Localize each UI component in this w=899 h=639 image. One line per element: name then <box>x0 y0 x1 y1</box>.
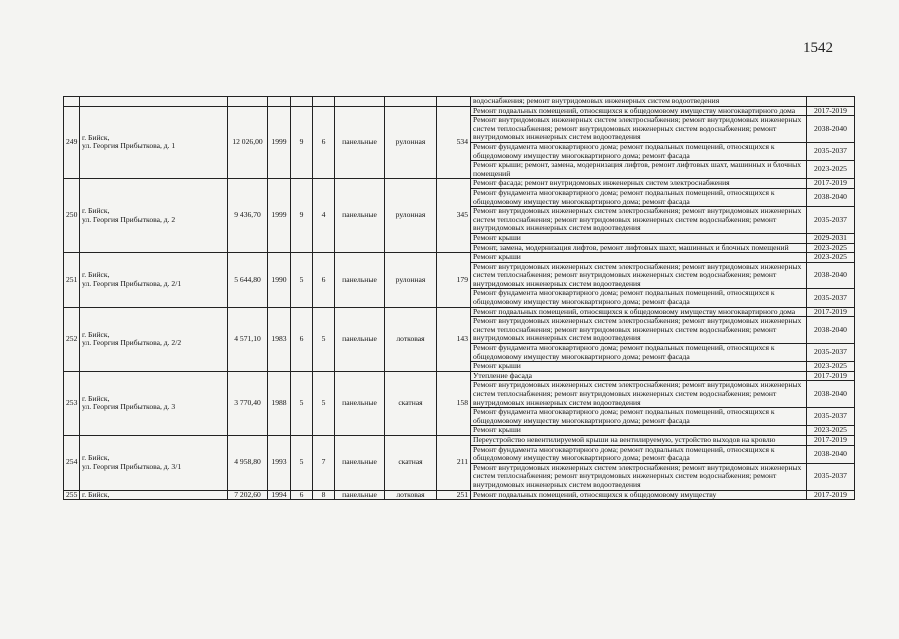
work-cell: Ремонт внутридомовых инженерных систем электроснабжения; ремонт внутридомовых инженерных систем теплоснабжения; ремонт внутридомовых инженерных систем водоснабжения; ремонт внутридомовых инженерных систем водоотведения <box>471 463 807 490</box>
residents-cell: 345 <box>437 179 471 253</box>
work-cell: Ремонт фундамента многоквартирного дома; ремонт подвальных помещений, относящихся к общедомовому имуществу многоквартирного дома; ремонт фасада <box>471 289 807 307</box>
work-cell: Ремонт крыши <box>471 362 807 372</box>
work-cell: Ремонт внутридомовых инженерных систем электроснабжения; ремонт внутридомовых инженерных систем теплоснабжения; ремонт внутридомовых инженерных систем водоснабжения; ремонт внутридомовых инженерных систем водоотведения <box>471 262 807 289</box>
address-city: г. Бийск, <box>82 206 110 216</box>
address-cell <box>80 435 228 490</box>
row-number: 252 <box>64 307 80 371</box>
address-street: ул. Георгия Прибыткова, д. 2/2 <box>82 338 182 348</box>
period-cell: 2035-2037 <box>807 344 855 362</box>
address-city: г. Бийск, <box>82 393 110 403</box>
row-number: 255 <box>64 490 80 500</box>
period-cell: 2035-2037 <box>807 142 855 160</box>
work-cell: Ремонт фундамента многоквартирного дома; ремонт подвальных помещений, относящихся к общедомовому имуществу многоквартирного дома; ремонт фасада <box>471 445 807 463</box>
floors-cell: 5 <box>291 371 313 435</box>
work-cell: Ремонт внутридомовых инженерных систем электроснабжения; ремонт внутридомовых инженерных систем теплоснабжения; ремонт внутридомовых инженерных систем водоснабжения; ремонт внутридомовых инженерных систем водоотведения <box>471 381 807 408</box>
residents-cell: 179 <box>437 253 471 308</box>
work-cell: водоснабжения; ремонт внутридомовых инженерных систем водоотведения <box>471 97 807 107</box>
floors-cell: 9 <box>291 106 313 179</box>
period-cell: 2023-2025 <box>807 362 855 372</box>
work-cell: Ремонт крыши; ремонт, замена, модернизация лифтов, ремонт лифтовых шахт, машинных и блочных помещений <box>471 161 807 179</box>
address-cell <box>80 490 228 500</box>
table-row <box>64 435 855 445</box>
floors-cell: 6 <box>291 307 313 371</box>
wall-material-cell: панельные <box>335 106 385 179</box>
work-cell: Ремонт подвальных помещений, относящихся к общедомовому имуществу многоквартирного дома <box>471 307 807 317</box>
address-street: ул. Георгия Прибыткова, д. 2 <box>82 214 176 224</box>
entrances-cell: 4 <box>313 179 335 253</box>
address-city: г. Бийск, <box>82 453 110 463</box>
area-cell: 9 436,70 <box>228 179 268 253</box>
address-cell <box>80 307 228 371</box>
year-cell: 1999 <box>268 179 291 253</box>
address-city: г. Бийск, <box>82 329 110 339</box>
floors-cell: 5 <box>291 435 313 490</box>
period-cell: 2035-2037 <box>807 207 855 234</box>
address-city: г. Бийск, <box>82 132 110 142</box>
table-row <box>64 307 855 317</box>
row-number: 251 <box>64 253 80 308</box>
residents-cell: 143 <box>437 307 471 371</box>
table-row <box>64 106 855 116</box>
year-cell: 1983 <box>268 307 291 371</box>
year-cell: 1993 <box>268 435 291 490</box>
address-city: г. Бийск, <box>82 270 110 280</box>
floors-cell: 6 <box>291 490 313 500</box>
year-cell: 1994 <box>268 490 291 500</box>
work-cell: Ремонт подвальных помещений, относящихся к общедомовому имуществу многоквартирного дома <box>471 106 807 116</box>
period-cell: 2023-2025 <box>807 161 855 179</box>
roof-type-cell: лотковая <box>385 307 437 371</box>
entrances-cell: 8 <box>313 490 335 500</box>
area-cell: 4 958,80 <box>228 435 268 490</box>
entrances-cell: 6 <box>313 106 335 179</box>
work-cell: Ремонт фундамента многоквартирного дома; ремонт подвальных помещений, относящихся к общедомовому имуществу многоквартирного дома; ремонт фасада <box>471 408 807 426</box>
roof-type-cell: рулонная <box>385 106 437 179</box>
work-cell: Ремонт внутридомовых инженерных систем электроснабжения; ремонт внутридомовых инженерных систем теплоснабжения; ремонт внутридомовых инженерных систем водоснабжения; ремонт внутридомовых инженерных систем водоотведения <box>471 116 807 143</box>
period-cell: 2038-2040 <box>807 262 855 289</box>
work-cell: Утепление фасада <box>471 371 807 381</box>
table-row <box>64 490 855 500</box>
address-cell <box>80 371 228 435</box>
roof-type-cell: скатная <box>385 435 437 490</box>
period-cell: 2023-2025 <box>807 253 855 263</box>
roof-type-cell: рулонная <box>385 179 437 253</box>
roof-type-cell: лотковая <box>385 490 437 500</box>
wall-material-cell: панельные <box>335 490 385 500</box>
area-cell: 12 026,00 <box>228 106 268 179</box>
entrances-cell: 6 <box>313 253 335 308</box>
period-cell: 2017-2019 <box>807 307 855 317</box>
wall-material-cell: панельные <box>335 371 385 435</box>
period-cell: 2035-2037 <box>807 463 855 490</box>
entrances-cell: 5 <box>313 371 335 435</box>
address-cell <box>80 106 228 179</box>
period-cell: 2038-2040 <box>807 317 855 344</box>
wall-material-cell: панельные <box>335 435 385 490</box>
work-cell: Ремонт фундамента многоквартирного дома; ремонт подвальных помещений, относящихся к общедомовому имуществу многоквартирного дома; ремонт фасада <box>471 142 807 160</box>
address-cell <box>80 179 228 253</box>
row-number: 253 <box>64 371 80 435</box>
row-number: 254 <box>64 435 80 490</box>
address-street: ул. Георгия Прибыткова, д. 3 <box>82 402 176 412</box>
roof-type-cell: рулонная <box>385 253 437 308</box>
area-cell: 7 202,60 <box>228 490 268 500</box>
address-cell <box>80 253 228 308</box>
residents-cell: 158 <box>437 371 471 435</box>
work-cell: Ремонт фундамента многоквартирного дома; ремонт подвальных помещений, относящихся к общедомовому имуществу многоквартирного дома; ремонт фасада <box>471 188 807 206</box>
work-cell: Ремонт крыши <box>471 233 807 243</box>
work-cell: Ремонт, замена, модернизация лифтов, ремонт лифтовых шахт, машинных и блочных помещений <box>471 243 807 253</box>
capital-repair-register-table <box>63 96 855 500</box>
work-cell: Ремонт внутридомовых инженерных систем электроснабжения; ремонт внутридомовых инженерных систем теплоснабжения; ремонт внутридомовых инженерных систем водоснабжения; ремонт внутридомовых инженерных систем водоотведения <box>471 317 807 344</box>
year-cell: 1990 <box>268 253 291 308</box>
residents-cell: 211 <box>437 435 471 490</box>
table-row <box>64 253 855 263</box>
entrances-cell: 7 <box>313 435 335 490</box>
work-cell: Ремонт внутридомовых инженерных систем электроснабжения; ремонт внутридомовых инженерных систем теплоснабжения; ремонт внутридомовых инженерных систем водоснабжения; ремонт внутридомовых инженерных систем водоотведения <box>471 207 807 234</box>
address-street: ул. Георгия Прибыткова, д. 2/1 <box>82 278 182 288</box>
row-number: 249 <box>64 106 80 179</box>
address-city: г. Бийск, <box>82 490 110 499</box>
year-cell: 1988 <box>268 371 291 435</box>
floors-cell: 9 <box>291 179 313 253</box>
residents-cell: 534 <box>437 106 471 179</box>
work-cell: Ремонт крыши <box>471 426 807 436</box>
table-row <box>64 371 855 381</box>
area-cell: 4 571,10 <box>228 307 268 371</box>
entrances-cell: 5 <box>313 307 335 371</box>
register-body <box>64 97 855 500</box>
wall-material-cell: панельные <box>335 307 385 371</box>
period-cell: 2029-2031 <box>807 233 855 243</box>
work-cell: Ремонт подвальных помещений, относящихся к общедомовому имуществу <box>471 490 807 500</box>
period-cell: 2038-2040 <box>807 445 855 463</box>
period-cell: 2017-2019 <box>807 106 855 116</box>
period-cell: 2017-2019 <box>807 179 855 189</box>
period-cell: 2023-2025 <box>807 426 855 436</box>
work-cell: Ремонт фундамента многоквартирного дома; ремонт подвальных помещений, относящихся к общедомовому имуществу многоквартирного дома; ремонт фасада <box>471 344 807 362</box>
wall-material-cell: панельные <box>335 179 385 253</box>
period-cell: 2035-2037 <box>807 289 855 307</box>
work-cell: Переустройство невентилируемой крыши на вентилируемую, устройство выходов на кровлю <box>471 435 807 445</box>
period-cell: 2017-2019 <box>807 371 855 381</box>
floors-cell: 5 <box>291 253 313 308</box>
period-cell: 2017-2019 <box>807 490 855 500</box>
period-cell: 2023-2025 <box>807 243 855 253</box>
area-cell: 3 770,40 <box>228 371 268 435</box>
address-street: ул. Георгия Прибыткова, д. 3/1 <box>82 461 182 471</box>
area-cell: 5 644,80 <box>228 253 268 308</box>
work-cell: Ремонт крыши <box>471 253 807 263</box>
period-cell: 2017-2019 <box>807 435 855 445</box>
period-cell: 2035-2037 <box>807 408 855 426</box>
residents-cell: 251 <box>437 490 471 500</box>
continuation-row <box>64 97 855 107</box>
period-cell: 2038-2040 <box>807 188 855 206</box>
year-cell: 1999 <box>268 106 291 179</box>
wall-material-cell: панельные <box>335 253 385 308</box>
row-number: 250 <box>64 179 80 253</box>
work-cell: Ремонт фасада; ремонт внутридомовых инженерных систем электроснабжения <box>471 179 807 189</box>
roof-type-cell: скатная <box>385 371 437 435</box>
address-street: ул. Георгия Прибыткова, д. 1 <box>82 141 176 151</box>
period-cell: 2038-2040 <box>807 116 855 143</box>
page-number: 1542 <box>803 40 833 56</box>
period-cell: 2038-2040 <box>807 381 855 408</box>
table-row <box>64 179 855 189</box>
